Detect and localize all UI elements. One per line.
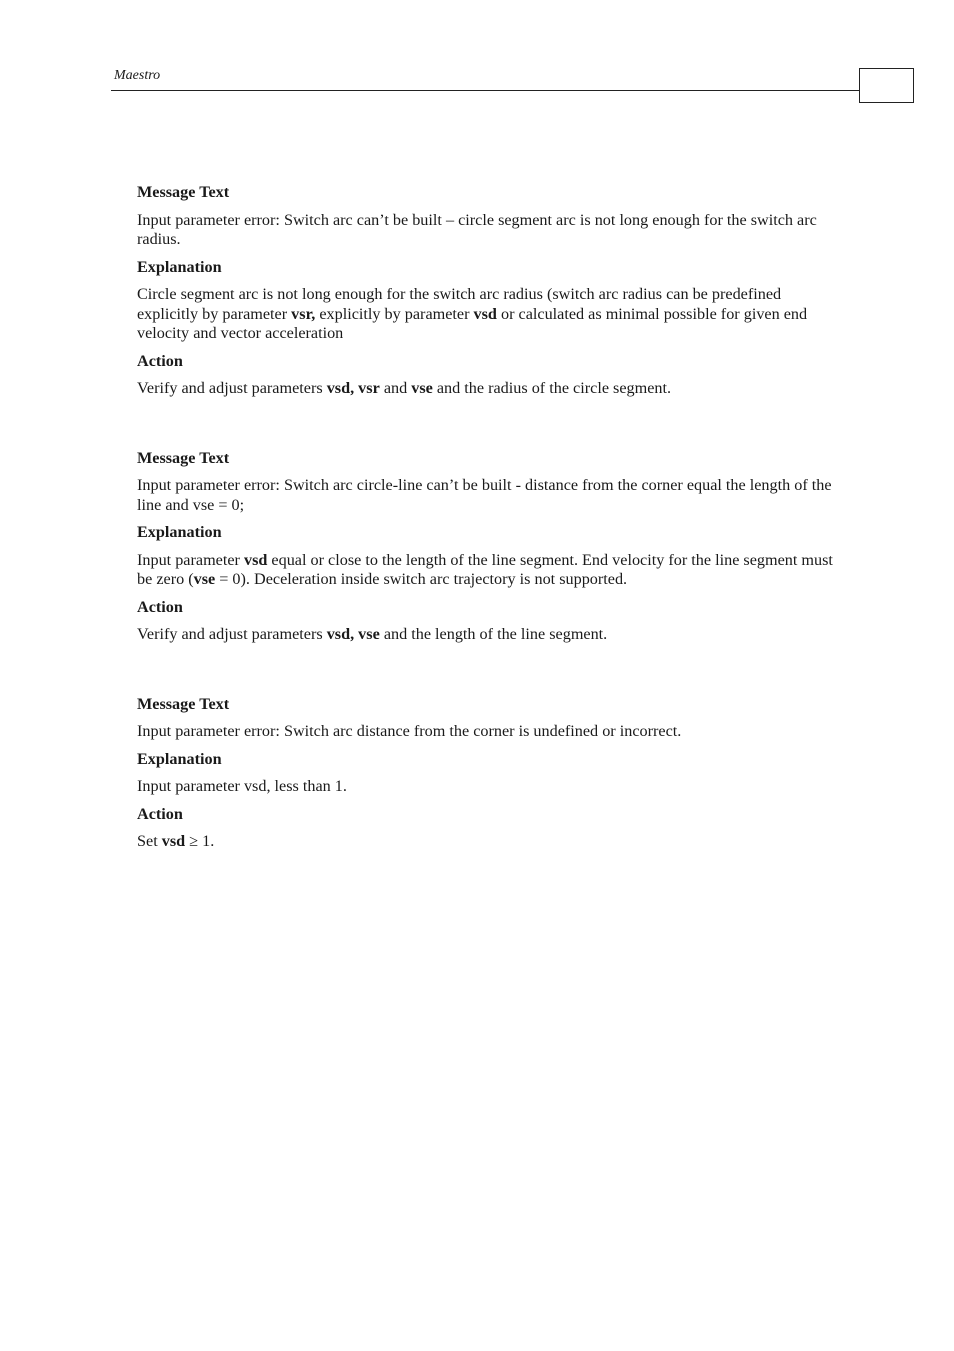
action-text: Set vsd ≥ 1.: [137, 832, 215, 850]
error-entry: [137, 183, 837, 399]
explanation-text: Circle segment arc is not long enough for the switch arc radius (switch arc radius can be predefined explicitly by parameter vsr, explicitly by parameter vsd or calculated as minimal possible for given end velocity and vector acceleration: [137, 285, 808, 342]
message-text-heading: Message Text: [137, 183, 230, 201]
action-heading: Action: [137, 351, 183, 370]
message-text: Input parameter error: Switch arc circle-line can’t be built - distance from the corner equal the length of the line and vse = 0;: [137, 476, 832, 514]
header-title: Maestro: [114, 68, 161, 83]
page-number-box: [859, 68, 914, 103]
explanation-text: Input parameter vsd equal or close to the length of the line segment. End velocity for the line segment must be zero (vse = 0). Deceleration inside switch arc trajectory is not supported.: [137, 550, 833, 588]
message-text-heading: Message Text: [137, 448, 230, 467]
explanation-heading: Explanation: [137, 523, 222, 541]
action-heading: Action: [137, 597, 183, 616]
parameter-name: vsd: [161, 832, 186, 850]
action-heading: Action: [137, 804, 183, 823]
parameter-name: vsd, vse: [326, 625, 380, 643]
action-text: Verify and adjust parameters vsd, vse and the length of the line segment.: [137, 625, 608, 643]
error-entry: [137, 695, 837, 852]
parameter-name: vsd, vsr: [326, 379, 380, 397]
message-text-heading: Message Text: [137, 694, 230, 713]
error-entries: [137, 183, 837, 852]
parameter-name: vsd: [473, 304, 497, 323]
header-divider: [111, 90, 860, 91]
parameter-name: vse: [193, 570, 216, 588]
parameter-name: vsd: [243, 550, 268, 569]
message-text: Input parameter error: Switch arc distance from the corner is undefined or incorrect.: [137, 722, 682, 740]
action-text: Verify and adjust parameters vsd, vsr and vse and the radius of the circle segment.: [137, 379, 672, 397]
document-body: [137, 183, 837, 902]
error-entry: [137, 449, 837, 645]
parameter-name: vsr,: [291, 304, 316, 323]
message-text: Input parameter error: Switch arc can’t be built – circle segment arc is not long enough for the switch arc radius.: [137, 210, 817, 248]
explanation-text: Input parameter vsd, less than 1.: [137, 777, 347, 795]
explanation-heading: Explanation: [137, 257, 222, 276]
parameter-name: vse: [411, 379, 433, 397]
explanation-heading: Explanation: [137, 749, 222, 768]
